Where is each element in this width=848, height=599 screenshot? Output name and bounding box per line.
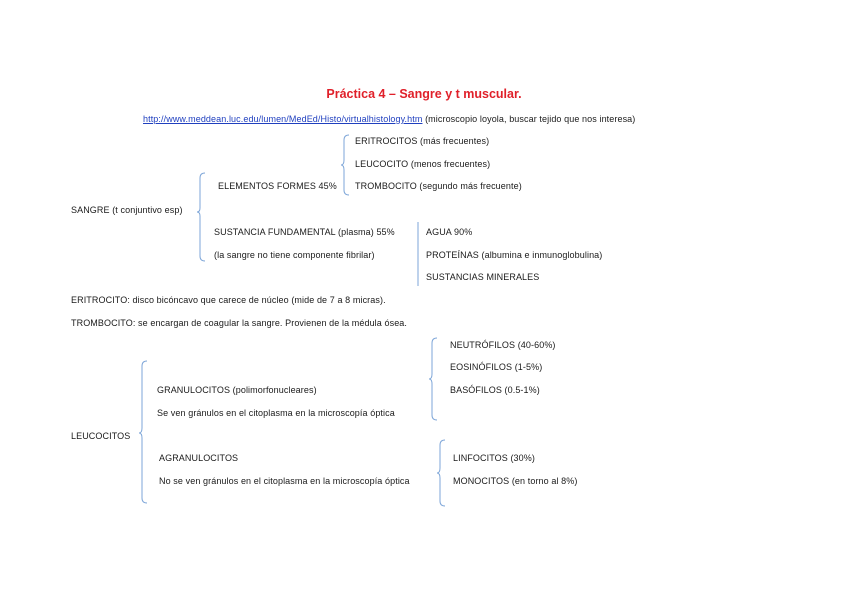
granulocito-item: EOSINÓFILOS (1-5%) bbox=[450, 362, 543, 372]
page-title: Práctica 4 – Sangre y t muscular. bbox=[326, 87, 522, 101]
elementos-brace bbox=[340, 134, 352, 196]
sangre-root: SANGRE (t conjuntivo esp) bbox=[71, 205, 183, 215]
granulocito-item: NEUTRÓFILOS (40-60%) bbox=[450, 340, 556, 350]
agranulocitos-note: No se ven gránulos en el citoplasma en la microscopía óptica bbox=[159, 476, 410, 486]
elemento-item: ERITROCITOS (más frecuentes) bbox=[355, 136, 490, 146]
reference-note: (microscopio loyola, buscar tejido que nos interesa) bbox=[425, 114, 636, 124]
agranulocito-item: LINFOCITOS (30%) bbox=[453, 453, 535, 463]
sustancia-fundamental-label: SUSTANCIA FUNDAMENTAL (plasma) 55% bbox=[214, 227, 395, 237]
eritrocito-note: ERITROCITO: disco bicóncavo que carece de núcleo (mide de 7 a 8 micras). bbox=[71, 295, 386, 305]
elemento-item: TROMBOCITO (segundo más frecuente) bbox=[355, 181, 522, 191]
elemento-item: LEUCOCITO (menos frecuentes) bbox=[355, 159, 491, 169]
granulocitos-note: Se ven gránulos en el citoplasma en la microscopía óptica bbox=[157, 408, 395, 418]
sustancia-item: PROTEÍNAS (albumina e inmunoglobulina) bbox=[426, 250, 603, 260]
sustancia-fundamental-note: (la sangre no tiene componente fibrilar) bbox=[214, 250, 375, 260]
reference-link[interactable]: http://www.meddean.luc.edu/lumen/MedEd/Histo/virtualhistology.htm bbox=[143, 114, 423, 124]
granulocito-item: BASÓFILOS (0.5-1%) bbox=[450, 385, 540, 395]
sangre-brace bbox=[196, 172, 208, 262]
sustancia-item: AGUA 90% bbox=[426, 227, 473, 237]
trombocito-note: TROMBOCITO: se encargan de coagular la sangre. Provienen de la médula ósea. bbox=[71, 318, 408, 328]
agranulocito-item: MONOCITOS (en torno al 8%) bbox=[453, 476, 578, 486]
sustancia-brace bbox=[414, 221, 424, 287]
reference-line bbox=[143, 114, 635, 125]
elementos-formes-label: ELEMENTOS FORMES 45% bbox=[218, 181, 337, 191]
granulocitos-brace bbox=[428, 337, 440, 421]
leucocitos-root: LEUCOCITOS bbox=[71, 431, 131, 441]
agranulocitos-label: AGRANULOCITOS bbox=[159, 453, 239, 463]
agranulocitos-brace bbox=[436, 439, 448, 507]
granulocitos-label: GRANULOCITOS (polimorfonucleares) bbox=[157, 385, 317, 395]
sustancia-item: SUSTANCIAS MINERALES bbox=[426, 272, 540, 282]
leucocitos-brace bbox=[138, 360, 150, 504]
